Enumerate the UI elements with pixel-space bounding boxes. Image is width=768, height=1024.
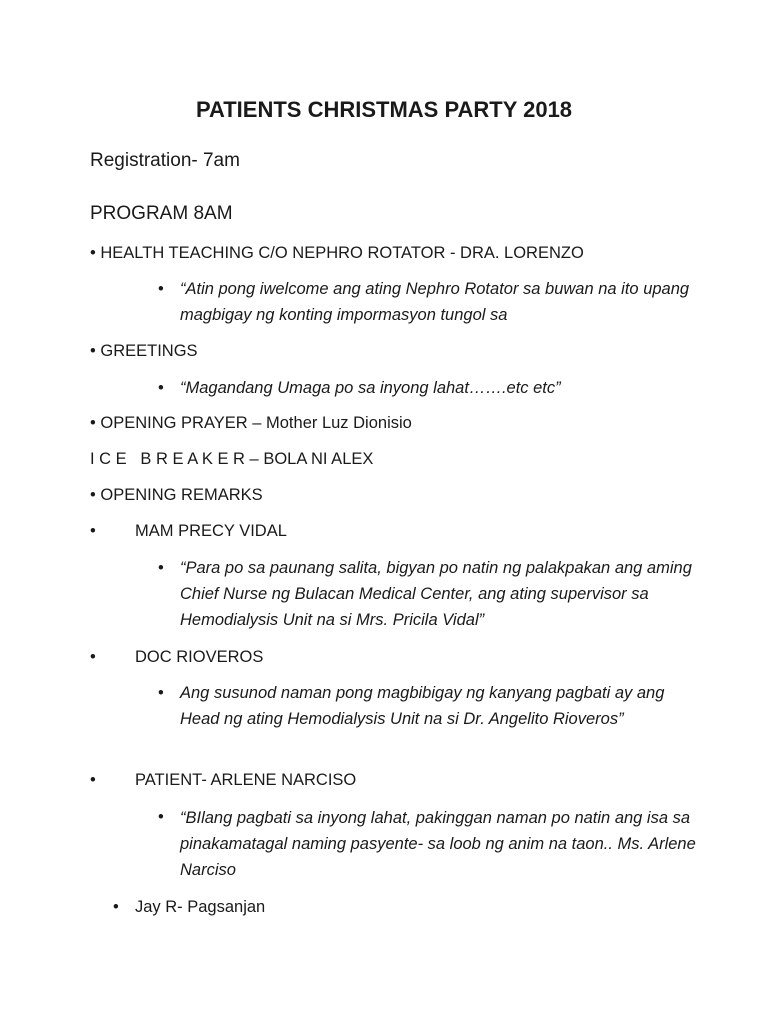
registration-time: Registration- 7am [90, 150, 240, 171]
bullet-icon: • [90, 648, 96, 666]
item-ice-breaker: I C E B R E A K E R – BOLA NI ALEX [90, 450, 374, 468]
note-greetings: “Magandang Umaga po sa inyong lahat…….etc etc” [180, 379, 561, 397]
program-time: PROGRAM 8AM [90, 203, 233, 224]
note-doc-rioveros: Ang susunod naman pong magbibigay ng kanyang pagbati ay ang Head ng ating Hemodialysis Unit na si Dr. Angelito Rioveros” [180, 684, 665, 728]
bullet-icon: • [158, 379, 164, 397]
item-doc-rioveros: DOC RIOVEROS [135, 648, 264, 666]
bullet-icon: • [90, 522, 96, 540]
bullet-icon: • [158, 808, 164, 826]
note-health-teaching: “Atin pong iwelcome ang ating Nephro Rotator sa buwan na ito upang magbigay ng konting impormasyon tungol sa [180, 280, 690, 324]
item-patient-arlene: PATIENT- ARLENE NARCISO [135, 771, 357, 789]
bullet-icon: • [158, 684, 164, 702]
bullet-icon: • [158, 280, 164, 298]
item-opening-remarks: • OPENING REMARKS [90, 486, 263, 504]
note-patient-arlene: “BIlang pagbati sa inyong lahat, pakinggan naman po natin ang isa sa pinakamatagal naming pasyente- sa loob ng anim na taon.. Ms. Arlene Narciso [180, 809, 696, 879]
bullet-icon: • [90, 771, 96, 789]
bullet-icon: • [113, 898, 119, 916]
note-precy-vidal: “Para po sa paunang salita, bigyan po natin ng palakpakan ang aming Chief Nurse ng Bulacan Medical Center, ang ating supervisor sa Hemodialysis Unit na si Mrs. Pricila Vidal” [180, 559, 692, 629]
item-health-teaching: • HEALTH TEACHING C/O NEPHRO ROTATOR - DRA. LORENZO [90, 244, 584, 262]
item-jay-r: Jay R- Pagsanjan [135, 898, 266, 916]
bullet-icon: • [158, 559, 164, 577]
item-opening-prayer: • OPENING PRAYER – Mother Luz Dionisio [90, 414, 412, 432]
page-title: PATIENTS CHRISTMAS PARTY 2018 [195, 97, 573, 122]
item-greetings: • GREETINGS [90, 342, 198, 360]
item-precy-vidal: MAM PRECY VIDAL [135, 522, 287, 540]
